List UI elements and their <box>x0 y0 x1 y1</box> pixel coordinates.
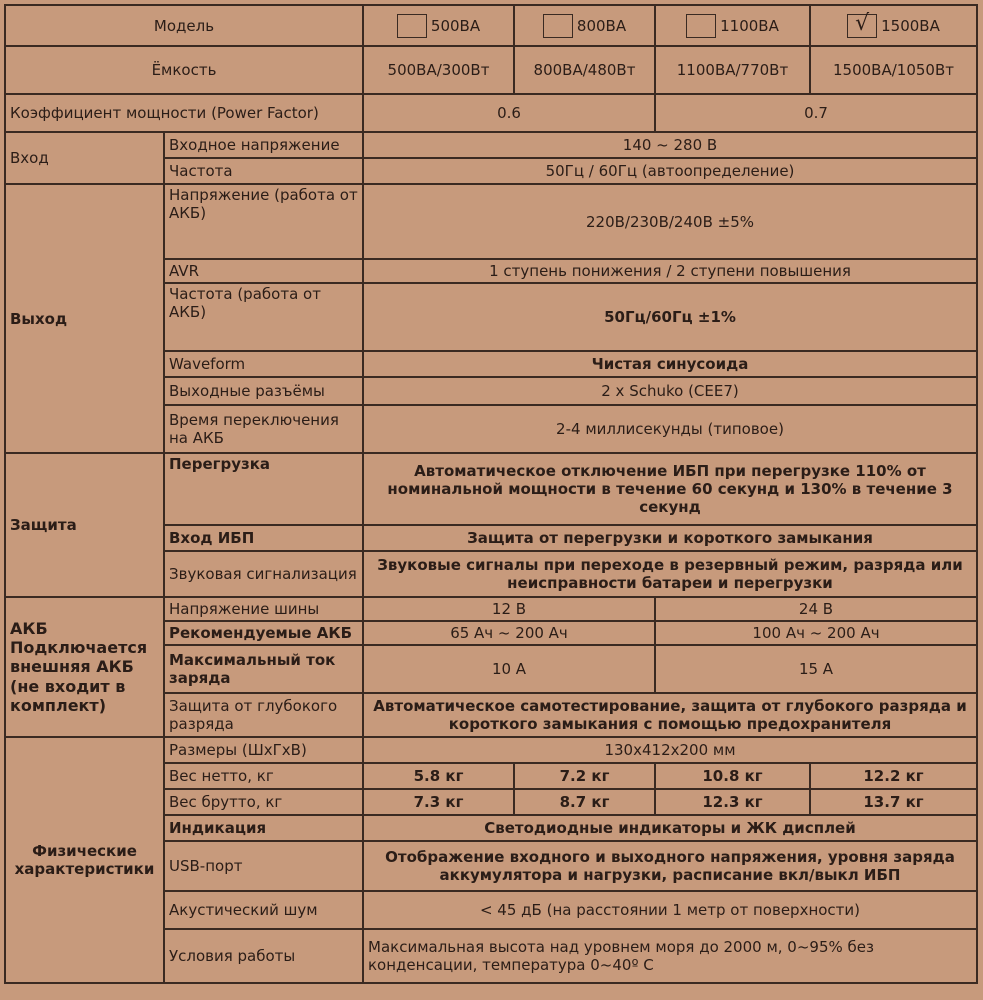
output-voltage-row <box>5 184 977 259</box>
net-weight-value: 7.2 кг <box>514 763 655 789</box>
output-voltage-label: Напряжение (работа от АКБ) <box>164 184 363 259</box>
model-option-1500[interactable] <box>810 5 977 46</box>
model-option-500[interactable] <box>363 5 514 46</box>
charge-current-value: 15 А <box>655 645 977 693</box>
output-voltage-value: 220В/230В/240В ±5% <box>363 184 977 259</box>
model-name: 1500ВА <box>881 16 940 35</box>
overload-label: Перегрузка <box>164 453 363 525</box>
indication-value: Светодиодные индикаторы и ЖК дисплей <box>363 815 977 841</box>
indication-label: Индикация <box>164 815 363 841</box>
waveform-label: Waveform <box>164 351 363 377</box>
power-factor-label: Коэффициент мощности (Power Factor) <box>5 94 363 132</box>
capacity-value: 500ВА/300Вт <box>363 46 514 94</box>
spec-table <box>4 4 978 984</box>
deep-discharge-label: Защита от глубокого разряда <box>164 693 363 737</box>
gross-weight-value: 13.7 кг <box>810 789 977 815</box>
checkbox-1500[interactable] <box>847 10 877 38</box>
checkbox-800[interactable] <box>543 14 573 38</box>
gross-weight-value: 12.3 кг <box>655 789 810 815</box>
dimensions-label: Размеры (ШхГхВ) <box>164 737 363 763</box>
protection-group-label: Защита <box>5 453 164 597</box>
transfer-label: Время переключения на АКБ <box>164 405 363 453</box>
input-voltage-value: 140 ~ 280 В <box>363 132 977 158</box>
outlets-value: 2 x Schuko (CEE7) <box>363 377 977 405</box>
bus-voltage-value: 24 В <box>655 597 977 621</box>
avr-value: 1 ступень понижения / 2 ступени повышения <box>363 259 977 283</box>
gross-weight-value: 7.3 кг <box>363 789 514 815</box>
bus-voltage-value: 12 В <box>363 597 655 621</box>
usb-label: USB-порт <box>164 841 363 891</box>
noise-label: Акустический шум <box>164 891 363 929</box>
capacity-row <box>5 46 977 94</box>
bus-voltage-label: Напряжение шины <box>164 597 363 621</box>
input-voltage-row <box>5 132 977 158</box>
physical-group-label: Физические характеристики <box>5 737 164 983</box>
net-weight-value: 10.8 кг <box>655 763 810 789</box>
conditions-value: Максимальная высота над уровнем моря до 2000 м, 0~95% без конденсации, температура 0~40º С <box>363 929 977 983</box>
dimensions-row <box>5 737 977 763</box>
checkbox-500[interactable] <box>397 14 427 38</box>
ups-input-label: Вход ИБП <box>164 525 363 551</box>
overload-value: Автоматическое отключение ИБП при перегрузке 110% от номинальной мощности в течение 60 секунд и 130% в течение 3 секунд <box>363 453 977 525</box>
waveform-value: Чистая синусоида <box>363 351 977 377</box>
check-mark-icon: √ <box>855 10 870 36</box>
model-row <box>5 5 977 46</box>
input-voltage-label: Входное напряжение <box>164 132 363 158</box>
model-option-1100[interactable] <box>655 5 810 46</box>
conditions-label: Условия работы <box>164 929 363 983</box>
capacity-value: 800ВА/480Вт <box>514 46 655 94</box>
transfer-value: 2-4 миллисекунды (типовое) <box>363 405 977 453</box>
ups-input-value: Защита от перегрузки и короткого замыкания <box>363 525 977 551</box>
model-name: 1100ВА <box>720 16 779 35</box>
model-name: 500ВА <box>430 16 481 35</box>
gross-weight-value: 8.7 кг <box>514 789 655 815</box>
deep-discharge-value: Автоматическое самотестирование, защита от глубокого разряда и короткого замыкания с помощью предохранителя <box>363 693 977 737</box>
output-group-label: Выход <box>5 184 164 453</box>
capacity-value: 1500ВА/1050Вт <box>810 46 977 94</box>
alarm-label: Звуковая сигнализация <box>164 551 363 597</box>
model-name: 800ВА <box>576 16 627 35</box>
net-weight-value: 12.2 кг <box>810 763 977 789</box>
charge-current-label: Максимальный ток заряда <box>164 645 363 693</box>
gross-weight-label: Вес брутто, кг <box>164 789 363 815</box>
recommended-battery-value: 100 Ач ~ 200 Ач <box>655 621 977 645</box>
model-option-800[interactable] <box>514 5 655 46</box>
output-frequency-value: 50Гц/60Гц ±1% <box>363 283 977 351</box>
model-label: Модель <box>5 5 363 46</box>
capacity-value: 1100ВА/770Вт <box>655 46 810 94</box>
capacity-label: Ёмкость <box>5 46 363 94</box>
output-frequency-label: Частота (работа от АКБ) <box>164 283 363 351</box>
alarm-value: Звуковые сигналы при переходе в резервный режим, разряда или неисправности батареи и перегрузки <box>363 551 977 597</box>
recommended-battery-label: Рекомендуемые АКБ <box>164 621 363 645</box>
input-group-label: Вход <box>5 132 164 184</box>
power-factor-row <box>5 94 977 132</box>
charge-current-value: 10 А <box>363 645 655 693</box>
dimensions-value: 130x412x200 мм <box>363 737 977 763</box>
input-frequency-value: 50Гц / 60Гц (автоопределение) <box>363 158 977 184</box>
bus-voltage-row <box>5 597 977 621</box>
input-frequency-label: Частота <box>164 158 363 184</box>
noise-value: < 45 дБ (на расстоянии 1 метр от поверхности) <box>363 891 977 929</box>
overload-row <box>5 453 977 525</box>
battery-group-label: АКБ Подключается внешняя АКБ (не входит в комплект) <box>5 597 164 737</box>
power-factor-value: 0.7 <box>655 94 977 132</box>
net-weight-value: 5.8 кг <box>363 763 514 789</box>
net-weight-label: Вес нетто, кг <box>164 763 363 789</box>
power-factor-value: 0.6 <box>363 94 655 132</box>
checkbox-1100[interactable] <box>686 14 716 38</box>
avr-label: AVR <box>164 259 363 283</box>
recommended-battery-value: 65 Ач ~ 200 Ач <box>363 621 655 645</box>
outlets-label: Выходные разъёмы <box>164 377 363 405</box>
usb-value: Отображение входного и выходного напряжения, уровня заряда аккумулятора и нагрузки, расписание вкл/выкл ИБП <box>363 841 977 891</box>
